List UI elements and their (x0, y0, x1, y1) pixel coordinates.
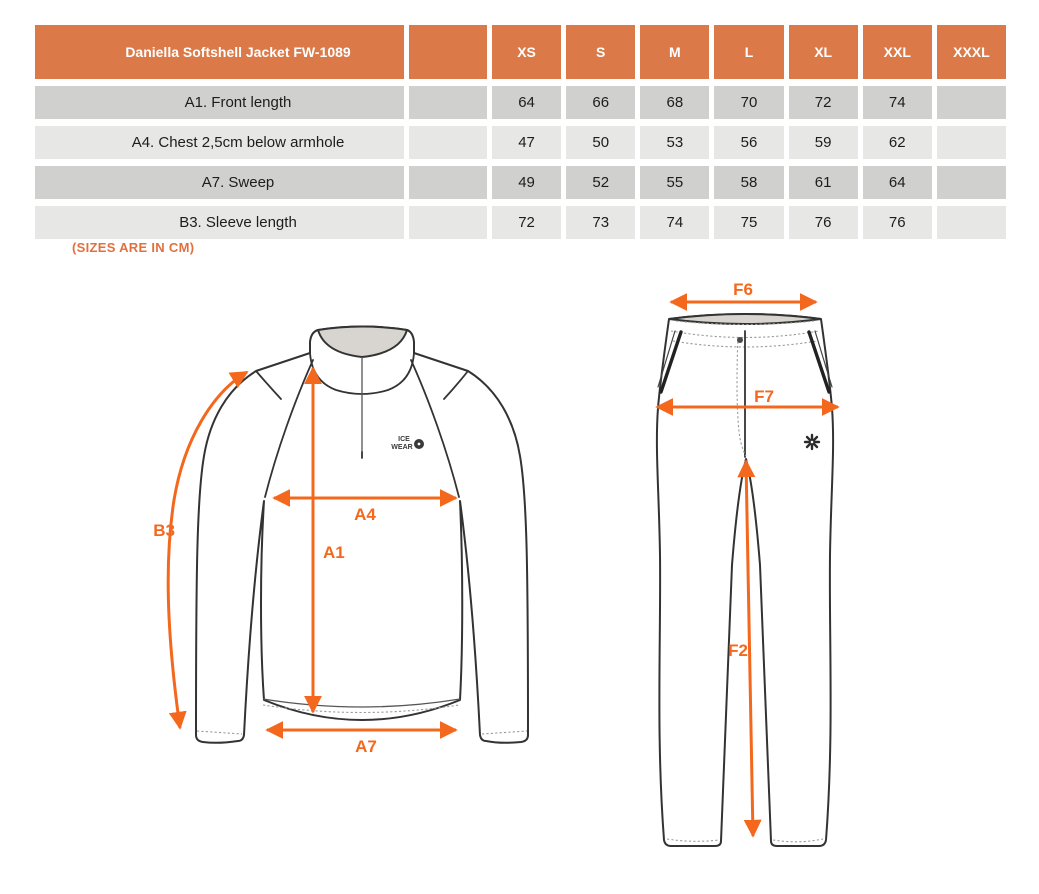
row-label: A1. Front length (35, 86, 404, 119)
size-value-cell: 59 (789, 126, 858, 159)
size-value-cell: 68 (640, 86, 709, 119)
spacer-header-cell (409, 25, 487, 79)
size-column-header-xs: XS (492, 25, 561, 79)
size-value-cell (937, 166, 1006, 199)
size-value-cell: 76 (863, 206, 932, 239)
size-value-cell: 53 (640, 126, 709, 159)
size-chart-table (30, 18, 1011, 246)
size-value-cell: 58 (714, 166, 783, 199)
measurement-row-sweep (35, 166, 1006, 199)
row-label: A4. Chest 2,5cm below armhole (35, 126, 404, 159)
size-value-cell: 64 (863, 166, 932, 199)
size-value-cell: 66 (566, 86, 635, 119)
size-value-cell: 76 (789, 206, 858, 239)
spacer-cell (409, 126, 487, 159)
measurement-row-sleeve-length (35, 206, 1006, 239)
jacket-diagram (140, 280, 600, 790)
snowflake-logo-icon (805, 435, 819, 449)
measurement-label-a7: A7 (355, 737, 377, 756)
spacer-cell (409, 206, 487, 239)
size-value-cell: 61 (789, 166, 858, 199)
size-value-cell: 75 (714, 206, 783, 239)
size-value-cell: 74 (640, 206, 709, 239)
size-column-header-xxl: XXL (863, 25, 932, 79)
measurement-label-f7: F7 (754, 387, 774, 406)
measurement-label-b3: B3 (153, 521, 175, 540)
brand-logo-gear-icon (414, 439, 424, 449)
table-title: Daniella Softshell Jacket FW-1089 (35, 25, 404, 79)
size-value-cell: 70 (714, 86, 783, 119)
spacer-cell (409, 86, 487, 119)
measurement-row-front-length (35, 86, 1006, 119)
sizes-note: (SIZES ARE IN CM) (72, 240, 195, 255)
size-column-header-m: M (640, 25, 709, 79)
size-value-cell: 62 (863, 126, 932, 159)
pants-diagram (630, 275, 980, 875)
size-column-header-l: L (714, 25, 783, 79)
size-value-cell: 64 (492, 86, 561, 119)
size-value-cell: 56 (714, 126, 783, 159)
brand-logo-line1: ICE (398, 436, 410, 443)
row-label: B3. Sleeve length (35, 206, 404, 239)
row-label: A7. Sweep (35, 166, 404, 199)
measurement-label-f6: F6 (733, 280, 753, 299)
size-value-cell: 72 (492, 206, 561, 239)
spacer-cell (409, 166, 487, 199)
size-column-header-xxxl: XXXL (937, 25, 1006, 79)
size-column-header-s: S (566, 25, 635, 79)
header-row (35, 25, 1006, 79)
size-value-cell (937, 86, 1006, 119)
size-value-cell: 52 (566, 166, 635, 199)
measurement-label-a4: A4 (354, 505, 376, 524)
measurement-row-chest (35, 126, 1006, 159)
measurement-label-a1: A1 (323, 543, 345, 562)
size-value-cell: 72 (789, 86, 858, 119)
waistband-top (669, 314, 821, 324)
brand-logo-line2: WEAR (391, 444, 413, 451)
size-value-cell: 74 (863, 86, 932, 119)
size-value-cell (937, 126, 1006, 159)
size-value-cell: 49 (492, 166, 561, 199)
waist-button (737, 337, 743, 343)
size-value-cell: 55 (640, 166, 709, 199)
size-column-header-xl: XL (789, 25, 858, 79)
size-value-cell: 73 (566, 206, 635, 239)
size-value-cell: 47 (492, 126, 561, 159)
size-value-cell (937, 206, 1006, 239)
measurement-label-f2: F2 (728, 641, 748, 660)
size-value-cell: 50 (566, 126, 635, 159)
